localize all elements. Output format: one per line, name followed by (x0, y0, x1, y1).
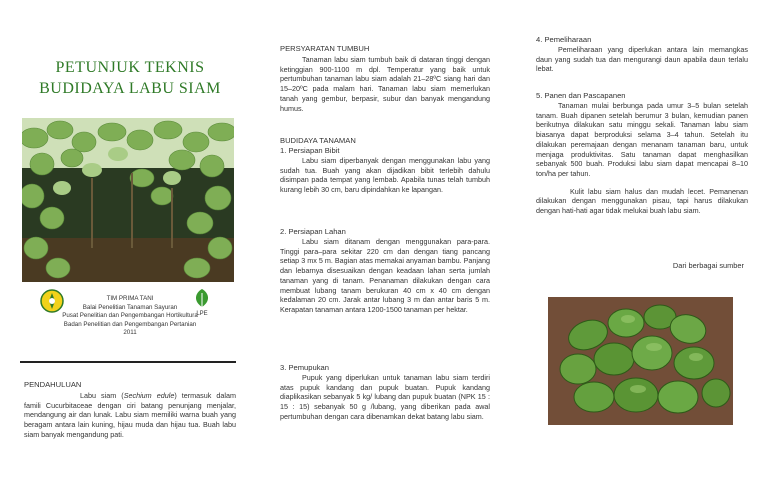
lahan-section (280, 227, 490, 315)
leaf-logo-text: LPE (196, 311, 208, 317)
budidaya-section (280, 136, 490, 195)
center-name: Pusat Penelitian dan Pengembangan Hortikultura (62, 312, 198, 319)
agency-name: Badan Penelitian dan Pengembangan Pertanian (63, 320, 197, 328)
pemupukan-section (280, 363, 490, 422)
institute-name: Balai Penelitian Tanaman Sayuran (82, 303, 178, 311)
publication-year: 2011 (123, 329, 137, 336)
institution-block (25, 295, 235, 338)
lahan-text: Labu siam ditanam dengan menggunakan para-para. Tinggi para–para sekitar 220 cm dan dengan tiang pancang setiap 3 mx 5 m. Bagian atas memakai anyaman bambu. Panjang dan lebarnya disesuaikan dengan keadaan lahan serta jumlah tanaman yang di tanam. Penanaman dilakukan dengan cara membuat lubang tanam berukuran 40 cm x 40 cm dengan kedalaman 20 cm. Jarak antar lubang 3 m dan antar baris 5 m. Kerapatan tanaman antara 1200-1500 tanaman per hektar. (280, 237, 490, 314)
chayote-vine-photo (22, 118, 234, 282)
persyaratan-section (280, 44, 490, 113)
team-name: TIM PRIMA TANI (106, 295, 154, 302)
divider (20, 361, 236, 363)
pendahuluan-heading: PENDAHULUAN (24, 380, 82, 389)
document-title (20, 57, 240, 99)
persyaratan-heading: PERSYARATAN TUMBUH (280, 44, 370, 53)
pendahuluan-section (24, 380, 236, 440)
chayote-fruit-photo (548, 297, 733, 425)
pemeliharaan-text: Pemeliharaan yang diperlukan antara lain memangkas daun yang sudah tua dan mengurangi daun apabila daun terlalu lebat. (536, 45, 748, 74)
panen-text-2: Kulit labu siam halus dan mudah lecet. Pemanenan dilakukan dengan menggunakan pisau, tapi harus dilakukan dengan hati-hati agar tidak melukai buah labu siam. (536, 186, 748, 216)
persyaratan-text: Tanaman labu siam tumbuh baik di dataran tinggi dengan ketinggian 900-1100 m dpl. Temperatur yang baik untuk pertumbuhan tanaman labu siam adalah 21–28ºC siang hari dan 15–20ºC pada malam hari. Tanaman labu siam memerlukan tanah yang gembur, berpasir, subur dan banyak mengandung humus. (280, 55, 490, 113)
lahan-title: 2. Persiapan Lahan (280, 227, 346, 236)
budidaya-heading: BUDIDAYA TANAMAN (280, 136, 356, 145)
title-line-2: BUDIDAYA LABU SIAM (39, 80, 221, 97)
panen-title: 5. Panen dan Pascapanen (536, 91, 626, 100)
pemupukan-text: Pupuk yang diperlukan untuk tanaman labu siam terdiri atas pupuk kandang dan pupuk buatan. Pupuk kandang diaplikasikan sebanyak 5 kg/ lubang dan pupuk buatan (NPK 15 : 15 : 15) sebanyak 50 g /lubang, yang diberikan pada awal pertumbuhan dengan cara dibenamkan dekat batang labu siam. (280, 373, 490, 421)
bibit-title: 1. Persiapan Bibit (280, 146, 340, 155)
pemeliharaan-title: 4. Pemeliharaan (536, 35, 592, 44)
chayote-vine-illustration (22, 118, 234, 282)
source-note: Dari berbagai sumber (672, 261, 744, 270)
title-line-1: PETUNJUK TEKNIS (55, 59, 205, 76)
pemupukan-title: 3. Pemupukan (280, 363, 329, 372)
pendahuluan-text: Labu siam (Sechium edule) termasuk dalam famili Cucurbitaceae dengan ciri batang penunjang menjalar, mendangung air dan lunak. Labu siam memiliki warna buah yang beragam antara lain kuning, hijau muda dan hijau tua. Buah labu siam banyak mengandung pati. (24, 391, 236, 439)
chayote-fruit-illustration (548, 297, 733, 425)
panen-text: Tanaman mulai berbunga pada umur 3–5 bulan setelah tanam. Buah dipanen setelah berumur 3 bulan, kemudian panen berikutnya dilakukan satu minggu sekali. Tanaman labu siam biasanya dapat berproduksi selama 3–4 tahun. Setelah itu dilakukan peremajaan dengan menanam tanaman baru, untuk menjaga produktivitas. Satu tanaman dapat menghasilkan sebanyak 500 buah. Produksi labu siam dapat mencapai 8–10 ton/ha per tahun. (536, 101, 748, 178)
panen-section (536, 91, 748, 216)
pemeliharaan-section (536, 35, 748, 74)
bibit-text: Labu siam diperbanyak dengan menggunakan labu yang sudah tua. Buah yang akan dijadikan bibit terlebih dahulu disimpan pada tempat yang lembab. Apabila tunas telah tumbuh kurang lebih 30 cm, baru dipindahkan ke lapangan. (280, 156, 490, 195)
